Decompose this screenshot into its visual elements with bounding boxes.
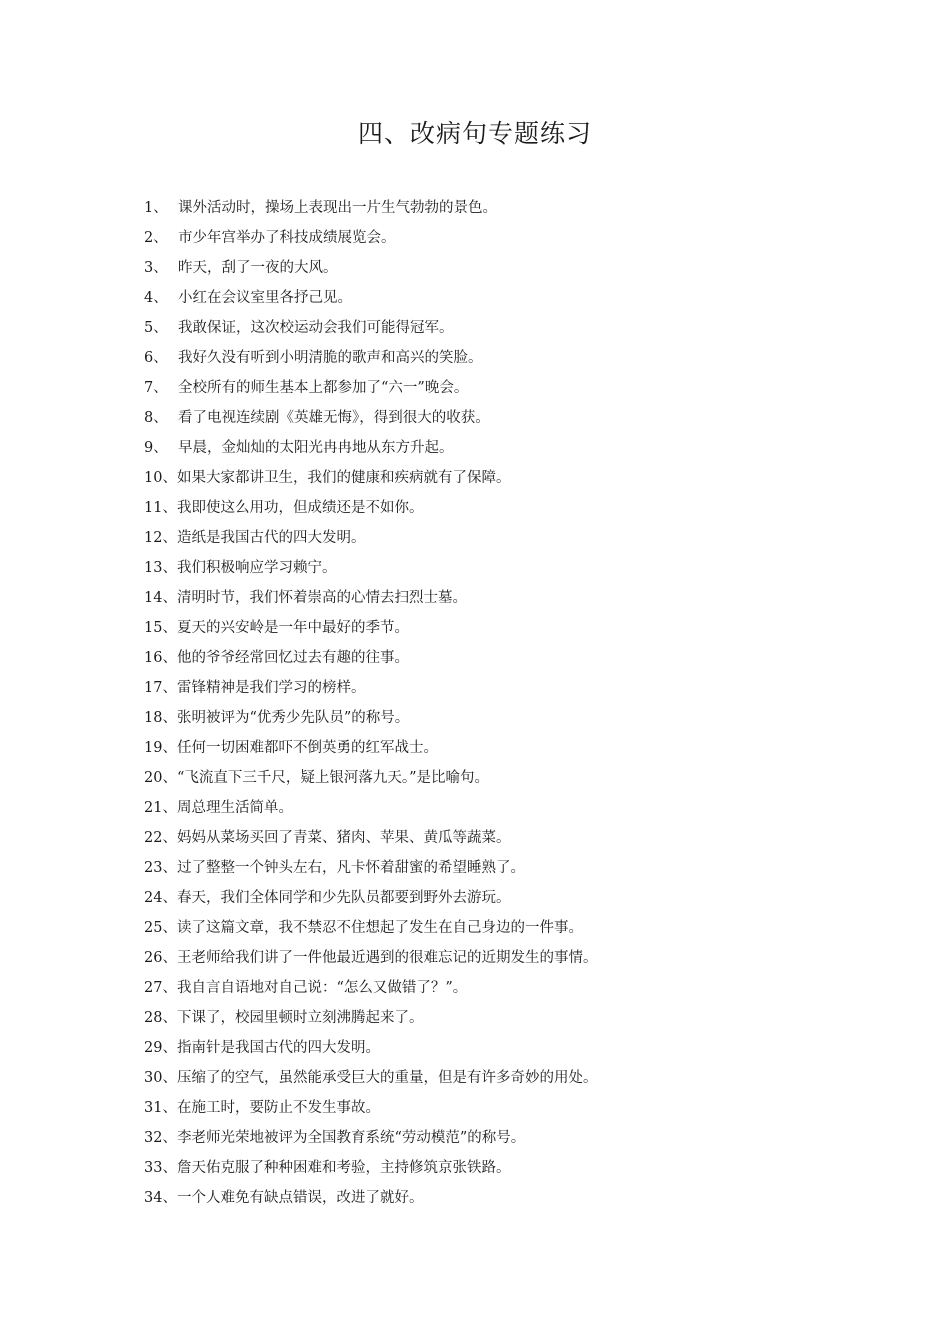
exercise-item bbox=[144, 733, 597, 763]
item-number: 29、 bbox=[144, 1040, 177, 1056]
exercise-item bbox=[144, 433, 597, 463]
page-title: 四、改病句专题练习 bbox=[357, 119, 592, 148]
exercise-item bbox=[144, 493, 597, 523]
exercise-item bbox=[144, 1183, 597, 1213]
item-number: 5、 bbox=[144, 320, 168, 336]
item-sentence: 我们积极响应学习赖宁。 bbox=[176, 560, 337, 576]
item-sentence: 下课了，校园里顿时立刻沸腾起来了。 bbox=[176, 1010, 424, 1026]
item-number: 16、 bbox=[144, 650, 177, 666]
item-number: 19、 bbox=[144, 740, 177, 756]
exercise-item bbox=[144, 223, 597, 253]
exercise-item bbox=[144, 823, 597, 853]
item-sentence: 清明时节，我们怀着崇高的心情去扫烈士墓。 bbox=[176, 590, 467, 606]
item-sentence: 我即使这么用功，但成绩还是不如你。 bbox=[176, 500, 424, 516]
exercise-item bbox=[144, 403, 597, 433]
exercise-item bbox=[144, 643, 597, 673]
item-sentence: 周总理生活简单。 bbox=[176, 800, 293, 816]
item-number: 31、 bbox=[144, 1100, 177, 1116]
item-sentence: 妈妈从菜场买回了青菜、猪肉、苹果、黄瓜等蔬菜。 bbox=[176, 830, 511, 846]
exercise-item bbox=[144, 343, 597, 373]
exercise-item bbox=[144, 913, 597, 943]
item-number: 17、 bbox=[144, 680, 177, 696]
exercise-list bbox=[144, 193, 597, 1213]
item-number: 1、 bbox=[144, 200, 168, 216]
item-number: 18、 bbox=[144, 710, 177, 726]
item-sentence: 读了这篇文章，我不禁忍不住想起了发生在自己身边的一件事。 bbox=[176, 920, 583, 936]
item-sentence: 王老师给我们讲了一件他最近遇到的很难忘记的近期发生的事情。 bbox=[176, 950, 598, 966]
item-number: 26、 bbox=[144, 950, 177, 966]
item-sentence: 李老师光荣地被评为全国教育系统“劳动模范”的称号。 bbox=[176, 1130, 526, 1146]
item-sentence: 雷锋精神是我们学习的榜样。 bbox=[176, 680, 366, 696]
item-sentence: 春天，我们全体同学和少先队员都要到野外去游玩。 bbox=[176, 890, 511, 906]
exercise-item bbox=[144, 283, 597, 313]
item-sentence: 一个人难免有缺点错误，改进了就好。 bbox=[176, 1190, 424, 1206]
exercise-item bbox=[144, 1093, 597, 1123]
exercise-item bbox=[144, 463, 597, 493]
item-number: 23、 bbox=[144, 860, 177, 876]
item-sentence: 我敢保证，这次校运动会我们可能得冠军。 bbox=[178, 320, 454, 336]
item-sentence: 我好久没有听到小明清脆的歌声和高兴的笑脸。 bbox=[178, 350, 483, 366]
item-number: 13、 bbox=[144, 560, 177, 576]
item-number: 22、 bbox=[144, 830, 177, 846]
item-sentence: 全校所有的师生基本上都参加了“六一”晚会。 bbox=[178, 380, 469, 396]
item-number: 32、 bbox=[144, 1130, 177, 1146]
item-number: 7、 bbox=[144, 380, 168, 396]
item-number: 6、 bbox=[144, 350, 168, 366]
item-number: 34、 bbox=[144, 1190, 177, 1206]
item-sentence: 夏天的兴安岭是一年中最好的季节。 bbox=[176, 620, 409, 636]
item-sentence: 昨天，刮了一夜的大风。 bbox=[178, 260, 338, 276]
item-sentence: 早晨，金灿灿的太阳光冉冉地从东方升起。 bbox=[178, 440, 454, 456]
item-number: 27、 bbox=[144, 980, 177, 996]
exercise-item bbox=[144, 1003, 597, 1033]
item-number: 21、 bbox=[144, 800, 177, 816]
item-sentence: 他的爷爷经常回忆过去有趣的往事。 bbox=[176, 650, 409, 666]
item-sentence: 在施工时，要防止不发生事故。 bbox=[176, 1100, 380, 1116]
item-number: 10、 bbox=[144, 470, 177, 486]
item-sentence: 压缩了的空气，虽然能承受巨大的重量，但是有许多奇妙的用处。 bbox=[176, 1070, 598, 1086]
exercise-item bbox=[144, 943, 597, 973]
exercise-item bbox=[144, 793, 597, 823]
exercise-item bbox=[144, 193, 597, 223]
item-number: 9、 bbox=[144, 440, 168, 456]
exercise-item bbox=[144, 583, 597, 613]
item-sentence: 我自言自语地对自己说：“怎么又做错了？”。 bbox=[176, 980, 468, 996]
exercise-item bbox=[144, 553, 597, 583]
exercise-item bbox=[144, 763, 597, 793]
exercise-item bbox=[144, 853, 597, 883]
item-number: 4、 bbox=[144, 290, 168, 306]
exercise-item bbox=[144, 523, 597, 553]
item-number: 12、 bbox=[144, 530, 177, 546]
item-sentence: 詹天佑克服了种种困难和考验，主持修筑京张铁路。 bbox=[176, 1160, 511, 1176]
item-number: 33、 bbox=[144, 1160, 177, 1176]
item-number: 2、 bbox=[144, 230, 168, 246]
exercise-item bbox=[144, 253, 597, 283]
exercise-item bbox=[144, 973, 597, 1003]
exercise-item bbox=[144, 373, 597, 403]
exercise-item bbox=[144, 883, 597, 913]
item-sentence: 指南针是我国古代的四大发明。 bbox=[176, 1040, 380, 1056]
item-number: 24、 bbox=[144, 890, 177, 906]
item-number: 28、 bbox=[144, 1010, 177, 1026]
exercise-item bbox=[144, 673, 597, 703]
item-number: 30、 bbox=[144, 1070, 177, 1086]
item-sentence: “飞流直下三千尺，疑上银河落九天。”是比喻句。 bbox=[176, 770, 490, 786]
item-sentence: 看了电视连续剧《英雄无悔》，得到很大的收获。 bbox=[178, 410, 490, 426]
item-sentence: 过了整整一个钟头左右，凡卡怀着甜蜜的希望睡熟了。 bbox=[176, 860, 525, 876]
exercise-item bbox=[144, 1033, 597, 1063]
exercise-item bbox=[144, 703, 597, 733]
item-number: 14、 bbox=[144, 590, 177, 606]
item-sentence: 张明被评为“优秀少先队员”的称号。 bbox=[176, 710, 410, 726]
item-sentence: 造纸是我国古代的四大发明。 bbox=[176, 530, 366, 546]
item-sentence: 小红在会议室里各抒己见。 bbox=[178, 290, 352, 306]
exercise-item bbox=[144, 1123, 597, 1153]
item-sentence: 市少年宫举办了科技成绩展览会。 bbox=[178, 230, 396, 246]
exercise-item bbox=[144, 613, 597, 643]
item-sentence: 如果大家都讲卫生，我们的健康和疾病就有了保障。 bbox=[176, 470, 511, 486]
item-number: 15、 bbox=[144, 620, 177, 636]
item-number: 20、 bbox=[144, 770, 177, 786]
item-number: 25、 bbox=[144, 920, 177, 936]
item-number: 11、 bbox=[144, 500, 177, 516]
exercise-item bbox=[144, 313, 597, 343]
exercise-item bbox=[144, 1063, 597, 1093]
item-sentence: 课外活动时，操场上表现出一片生气勃勃的景色。 bbox=[178, 200, 497, 216]
item-number: 3、 bbox=[144, 260, 168, 276]
item-number: 8、 bbox=[144, 410, 168, 426]
item-sentence: 任何一切困难都吓不倒英勇的红军战士。 bbox=[176, 740, 438, 756]
exercise-item bbox=[144, 1153, 597, 1183]
